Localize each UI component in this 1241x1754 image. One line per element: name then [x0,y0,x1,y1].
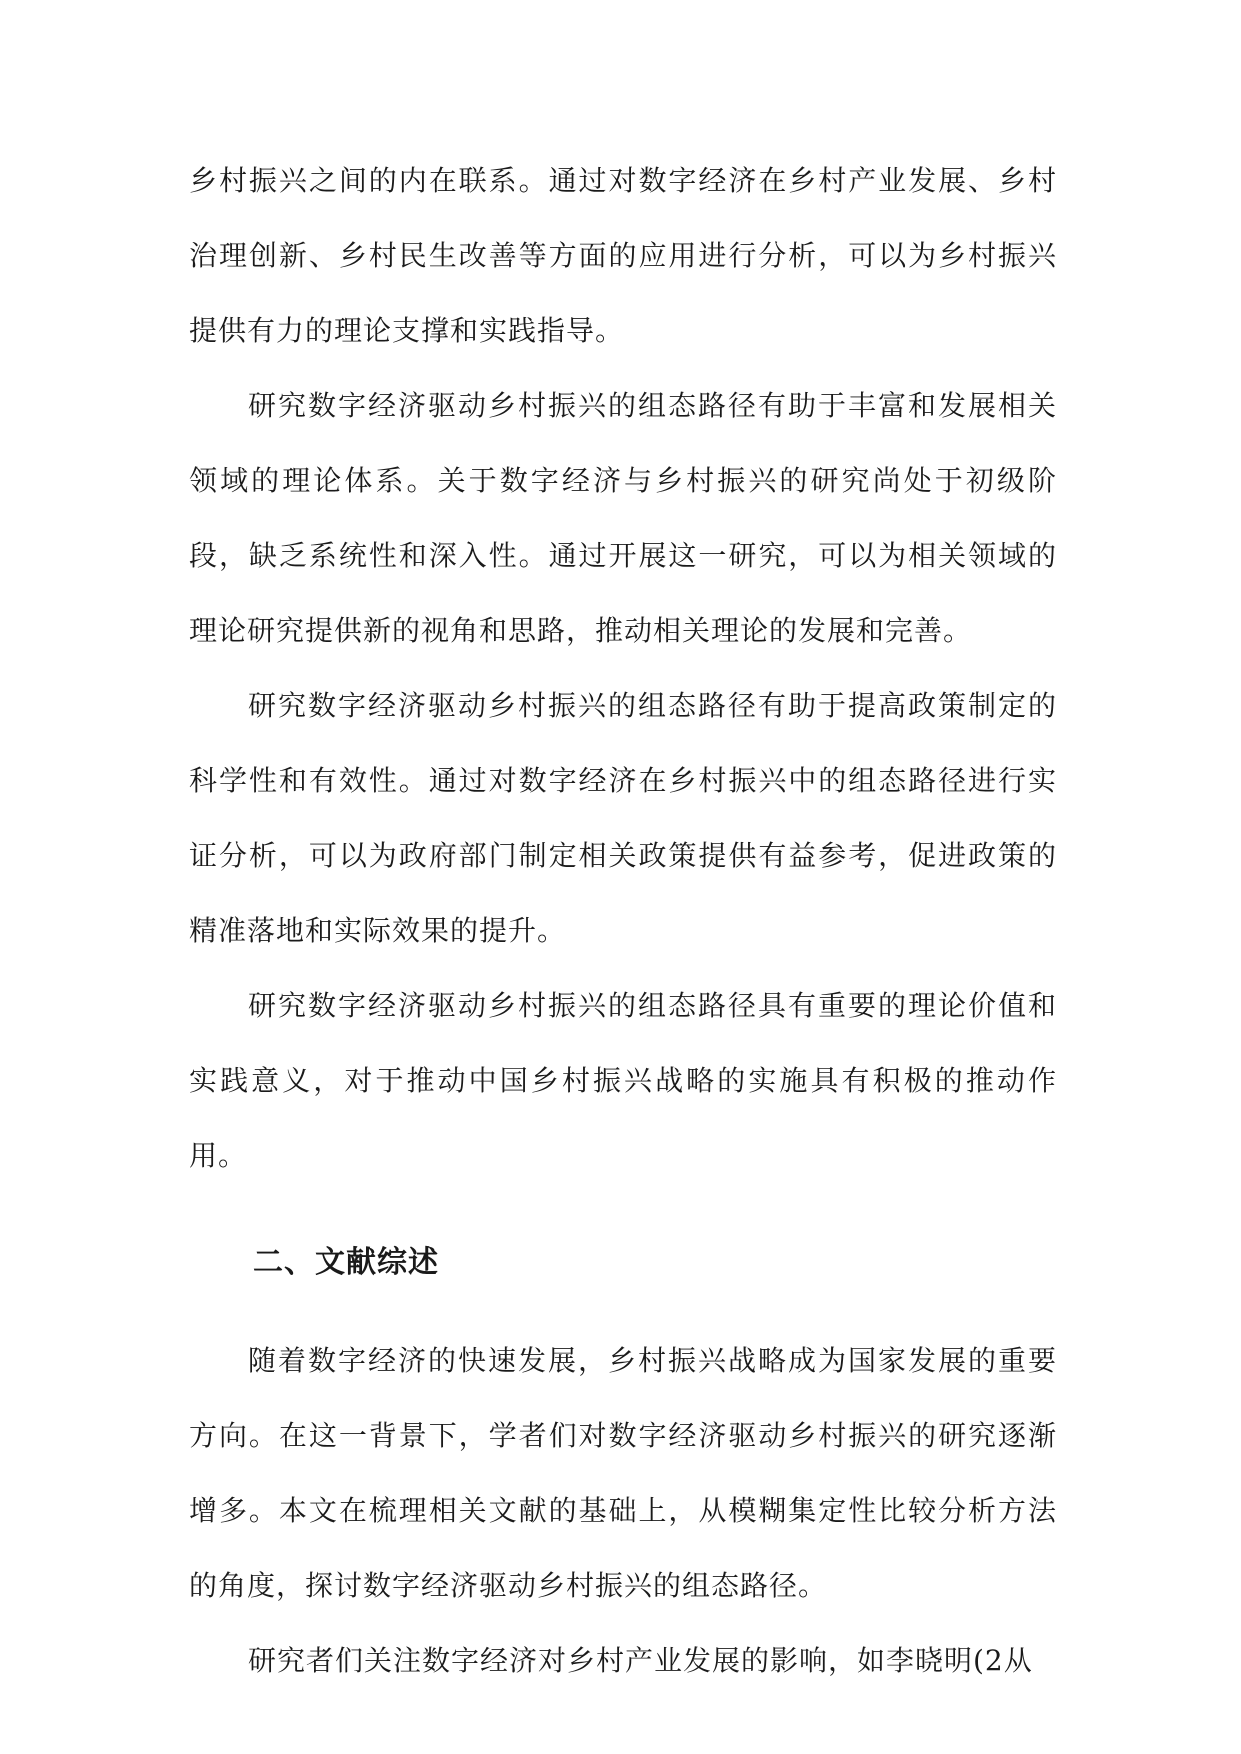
paragraph-6: 研究者们关注数字经济对乡村产业发展的影响，如李晓明(2从 [248,1644,1033,1677]
paragraph-5: 随着数字经济的快速发展，乡村振兴战略成为国家发展的重要方向。在这一背景下，学者们对数字经济驱动乡村振兴的研究逐渐增多。本文在梳理相关文献的基础上，从模糊集定性比较分析方法的角度，探讨数字经济驱动乡村振兴的组态路径。 [189,1344,1057,1602]
section-heading-literature-review: 二、文献综述 [253,1245,439,1280]
paragraph-4: 研究数字经济驱动乡村振兴的组态路径具有重要的理论价值和实践意义，对于推动中国乡村振兴战略的实施具有积极的推动作用。 [189,989,1057,1172]
paragraph-2: 研究数字经济驱动乡村振兴的组态路径有助于丰富和发展相关领域的理论体系。关于数字经济与乡村振兴的研究尚处于初级阶段，缺乏系统性和深入性。通过开展这一研究，可以为相关领域的理论研究提供新的视角和思路，推动相关理论的发展和完善。 [189,389,1057,647]
paragraph-3: 研究数字经济驱动乡村振兴的组态路径有助于提高政策制定的科学性和有效性。通过对数字经济在乡村振兴中的组态路径进行实证分析，可以为政府部门制定相关政策提供有益参考，促进政策的精准落地和实际效果的提升。 [189,689,1057,947]
paragraph-1: 乡村振兴之间的内在联系。通过对数字经济在乡村产业发展、乡村治理创新、乡村民生改善等方面的应用进行分析，可以为乡村振兴提供有力的理论支撑和实践指导。 [189,164,1057,347]
document-body [189,143,1057,1698]
